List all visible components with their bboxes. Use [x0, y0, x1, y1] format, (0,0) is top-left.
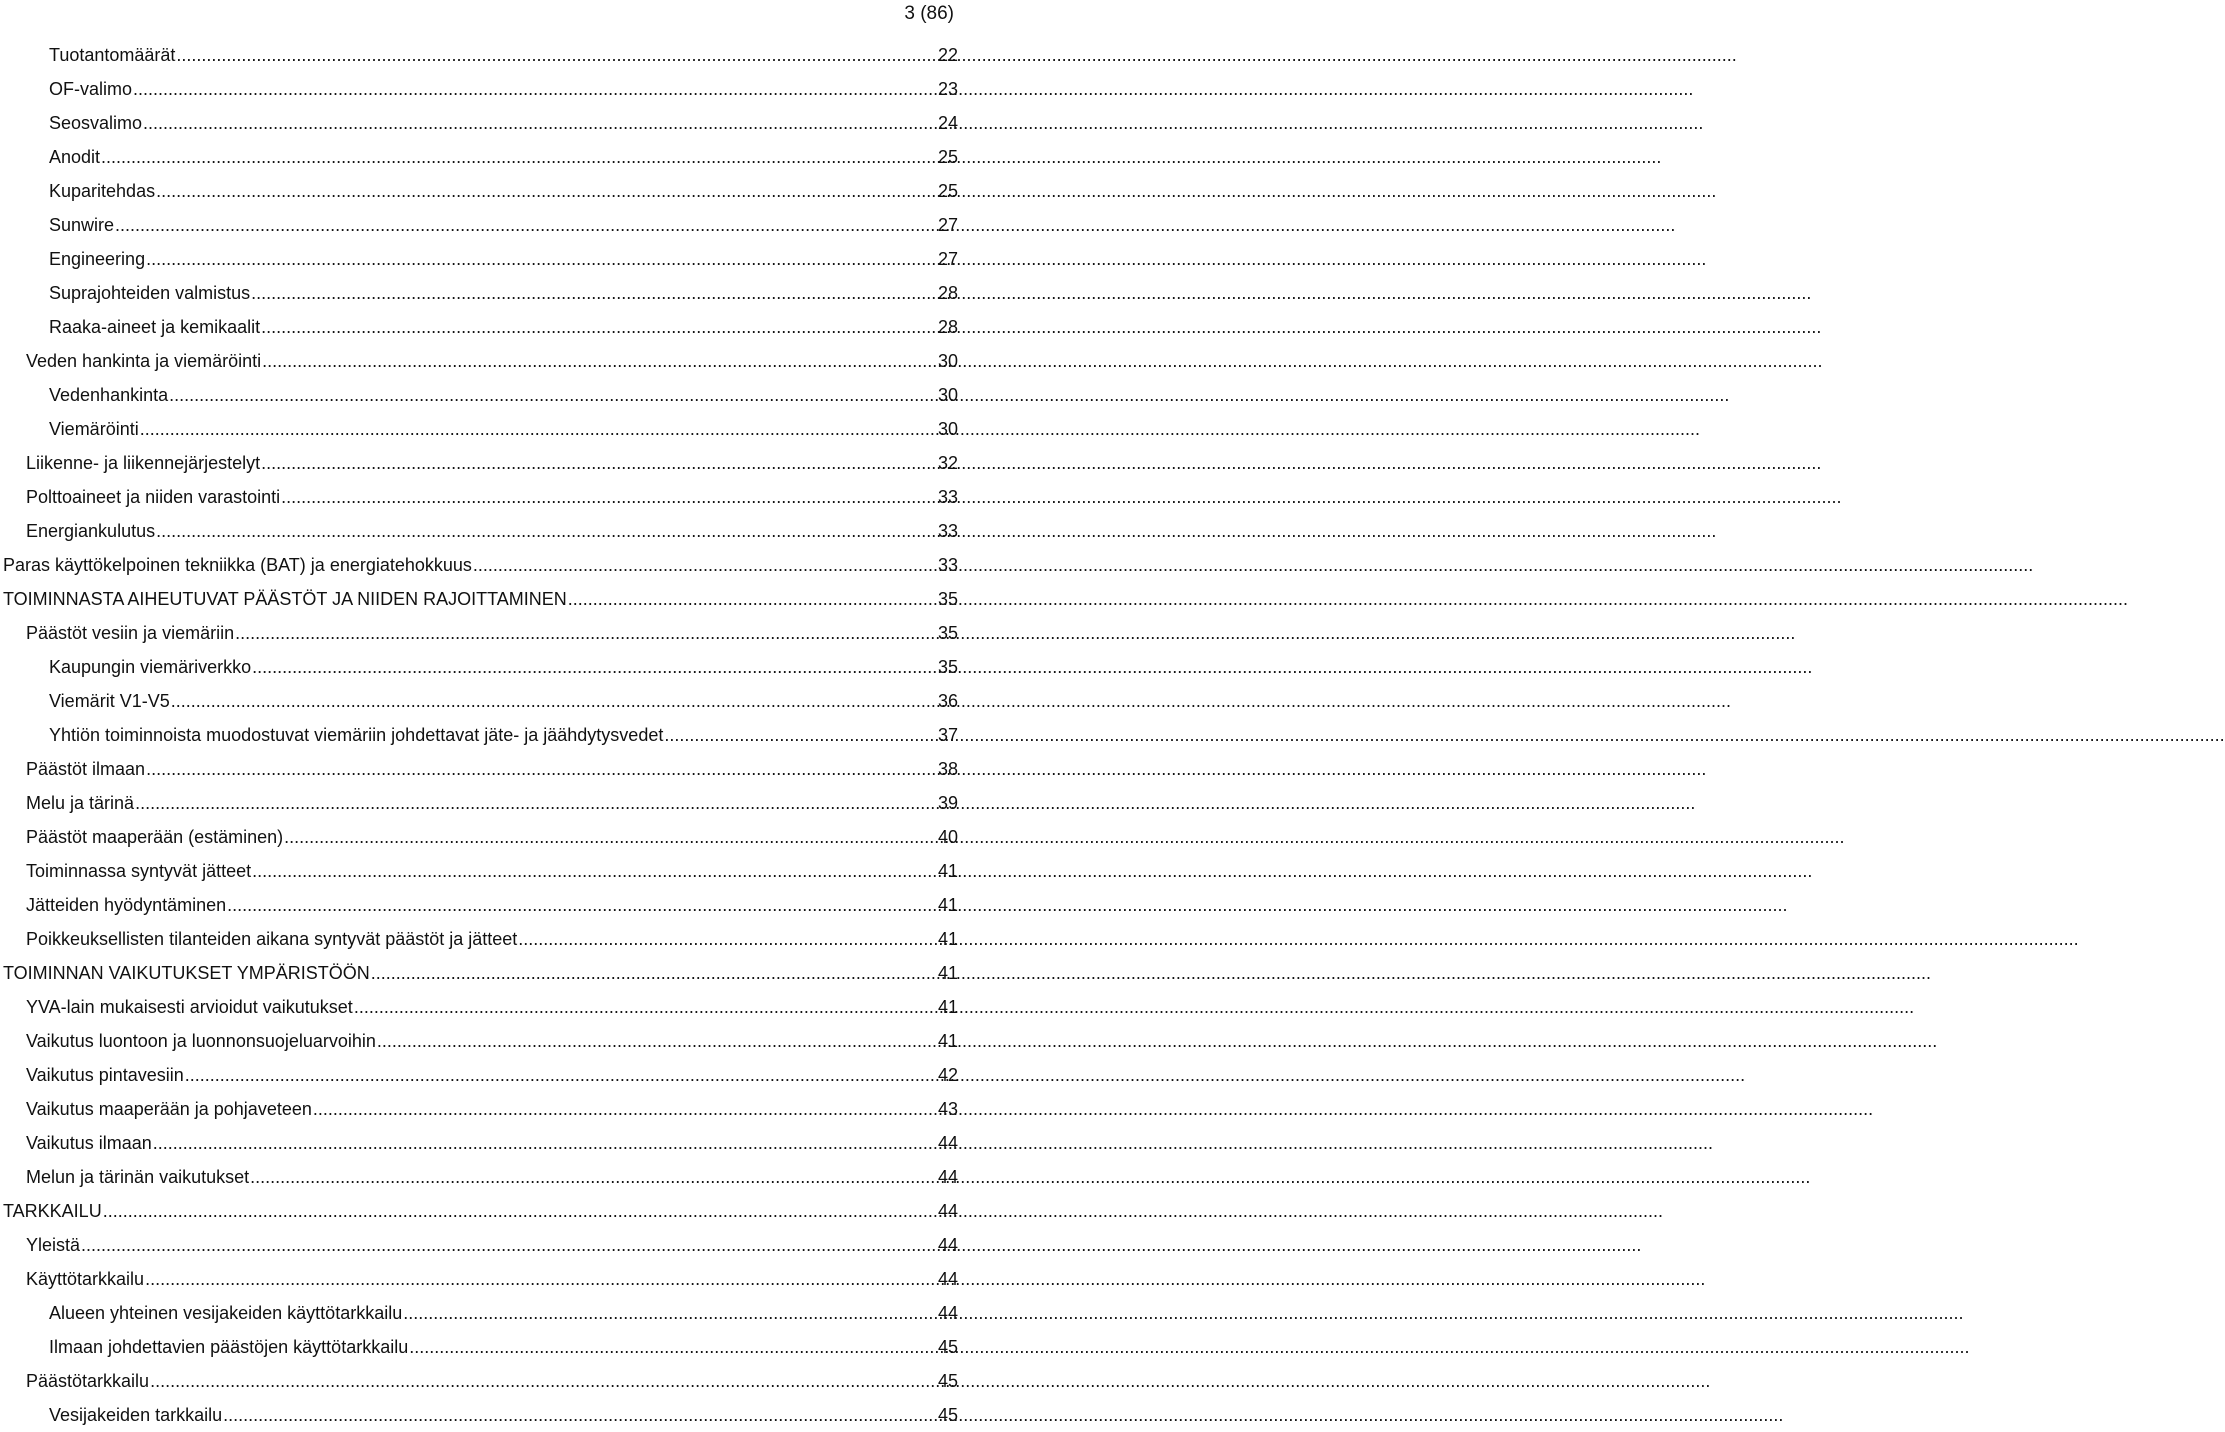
toc-dot-leader — [261, 446, 937, 480]
toc-entry[interactable] — [0, 956, 958, 990]
toc-entry-page: 23 — [937, 79, 958, 99]
toc-entry-title: Poikkeuksellisten tilanteiden aikana syntyvät päästöt ja jätteet — [26, 929, 518, 949]
toc-entry[interactable] — [0, 344, 958, 378]
toc-dot-leader — [473, 548, 937, 582]
toc-entry-page: 32 — [937, 453, 958, 473]
toc-entry-page: 25 — [937, 147, 958, 167]
toc-entry-title: Vesijakeiden tarkkailu — [49, 1405, 223, 1425]
toc-dot-leader — [409, 1330, 937, 1364]
toc-entry-page: 37 — [937, 725, 958, 745]
toc-dot-leader — [313, 1092, 937, 1126]
toc-dot-leader — [143, 106, 937, 140]
toc-entry-title: Paras käyttökelpoinen tekniikka (BAT) ja energiatehokkuus — [3, 555, 472, 575]
toc-entry[interactable] — [0, 582, 958, 616]
toc-entry-title: OF-valimo — [49, 79, 133, 99]
toc-entry-title: Ilmaan johdettavien päästöjen käyttötarkkailu — [49, 1337, 409, 1357]
toc-entry-page: 27 — [937, 215, 958, 235]
toc-entry-page: 39 — [937, 793, 958, 813]
toc-entry-page: 44 — [937, 1133, 958, 1153]
toc-dot-leader — [115, 208, 937, 242]
toc-entry-page: 28 — [937, 283, 958, 303]
toc-entry-page: 41 — [937, 963, 958, 983]
toc-entry[interactable] — [0, 106, 958, 140]
toc-dot-leader — [377, 1024, 937, 1058]
toc-entry[interactable] — [0, 548, 958, 582]
toc-entry-title: Tuotantomäärät — [49, 45, 176, 65]
toc-dot-leader — [262, 344, 937, 378]
toc-entry-title: Energiankulutus — [26, 521, 156, 541]
toc-entry-page: 38 — [937, 759, 958, 779]
toc-entry[interactable] — [0, 276, 958, 310]
toc-entry-title: TOIMINNASTA AIHEUTUVAT PÄÄSTÖT JA NIIDEN RAJOITTAMINEN — [3, 589, 567, 609]
toc-entry-page: 45 — [937, 1337, 958, 1357]
toc-entry-page: 35 — [937, 657, 958, 677]
toc-entry-page: 44 — [937, 1235, 958, 1255]
toc-entry-page: 45 — [937, 1371, 958, 1391]
toc-entry-page: 24 — [937, 113, 958, 133]
toc-entry[interactable] — [0, 242, 958, 276]
toc-entry-title: Toiminnassa syntyvät jätteet — [26, 861, 252, 881]
toc-entry-title: Vaikutus maaperään ja pohjaveteen — [26, 1099, 312, 1119]
toc-entry-page: 41 — [937, 1031, 958, 1051]
toc-entry-page: 22 — [937, 45, 958, 65]
toc-entry[interactable] — [0, 922, 958, 956]
toc-entry-title: Kuparitehdas — [49, 181, 156, 201]
toc-entry[interactable] — [0, 1126, 958, 1160]
toc-dot-leader — [145, 1262, 937, 1296]
toc-entry-page: 45 — [937, 1405, 958, 1425]
toc-entry[interactable] — [0, 412, 958, 446]
toc-dot-leader — [81, 1228, 937, 1262]
toc-dot-leader — [281, 480, 937, 514]
toc-entry[interactable] — [0, 752, 958, 786]
toc-entry-title: Viemärit V1-V5 — [49, 691, 170, 711]
toc-entry-page: 28 — [937, 317, 958, 337]
toc-entry[interactable] — [0, 888, 958, 922]
toc-entry-title: TOIMINNAN VAIKUTUKSET YMPÄRISTÖÖN — [3, 963, 370, 983]
toc-dot-leader — [146, 242, 937, 276]
toc-dot-leader — [156, 174, 937, 208]
toc-entry[interactable] — [0, 1092, 958, 1126]
toc-entry-title: Vaikutus luontoon ja luonnonsuojeluarvoihin — [26, 1031, 376, 1051]
toc-entry-page: 43 — [937, 1099, 958, 1119]
toc-entry[interactable] — [0, 1364, 958, 1398]
toc-entry[interactable] — [0, 1296, 958, 1330]
toc-dot-leader — [261, 310, 937, 344]
toc-entry-title: Päästöt maaperään (estäminen) — [26, 827, 284, 847]
toc-entry[interactable] — [0, 684, 958, 718]
toc-entry-title: Sunwire — [49, 215, 115, 235]
toc-entry-page: 42 — [937, 1065, 958, 1085]
toc-dot-leader — [518, 922, 937, 956]
toc-dot-leader — [223, 1398, 937, 1432]
toc-entry[interactable] — [0, 378, 958, 412]
toc-entry[interactable] — [0, 718, 958, 752]
toc-dot-leader — [171, 684, 937, 718]
toc-entry-title: Päästötarkkailu — [26, 1371, 150, 1391]
toc-entry-title: Alueen yhteinen vesijakeiden käyttötarkkailu — [49, 1303, 403, 1323]
toc-dot-leader — [150, 1364, 937, 1398]
toc-entry-page: 27 — [937, 249, 958, 269]
toc-entry[interactable] — [0, 38, 958, 72]
toc-entry-title: YVA-lain mukaisesti arvioidut vaikutukset — [26, 997, 353, 1017]
toc-entry-page: 44 — [937, 1167, 958, 1187]
toc-entry-page: 41 — [937, 997, 958, 1017]
toc-entry[interactable] — [0, 1398, 958, 1432]
toc-entry-title: Yhtiön toiminnoista muodostuvat viemäriin johdettavat jäte- ja jäähdytysvedet — [49, 725, 664, 745]
toc-entry[interactable] — [0, 310, 958, 344]
toc-entry-page: 44 — [937, 1269, 958, 1289]
toc-dot-leader — [235, 616, 937, 650]
toc-entry[interactable] — [0, 72, 958, 106]
toc-entry[interactable] — [0, 1194, 958, 1228]
toc-entry-title: Yleistä — [26, 1235, 81, 1255]
toc-entry-page: 40 — [937, 827, 958, 847]
toc-entry-title: Vaikutus pintavesiin — [26, 1065, 184, 1085]
toc-entry-title: Melun ja tärinän vaikutukset — [26, 1167, 250, 1187]
toc-dot-leader — [284, 820, 937, 854]
toc-dot-leader — [169, 378, 937, 412]
toc-entry-page: 41 — [937, 929, 958, 949]
toc-entry-page: 30 — [937, 385, 958, 405]
toc-dot-leader — [568, 582, 937, 616]
toc-entry[interactable] — [0, 616, 958, 650]
toc-entry-title: Viemäröinti — [49, 419, 139, 439]
toc-entry-page: 35 — [937, 623, 958, 643]
toc-entry[interactable] — [0, 1228, 958, 1262]
toc-dot-leader — [185, 1058, 937, 1092]
toc-entry-page: 33 — [937, 487, 958, 507]
toc-entry-title: Vedenhankinta — [49, 385, 169, 405]
toc-entry-title: Seosvalimo — [49, 113, 143, 133]
toc-dot-leader — [403, 1296, 937, 1330]
toc-entry-title: Raaka-aineet ja kemikaalit — [49, 317, 261, 337]
toc-entry-title: Jätteiden hyödyntäminen — [26, 895, 227, 915]
toc-entry-page: 41 — [937, 895, 958, 915]
toc-entry[interactable] — [0, 786, 958, 820]
toc-dot-leader — [153, 1126, 937, 1160]
toc-dot-leader — [101, 140, 937, 174]
toc-dot-leader — [664, 718, 937, 752]
toc-dot-leader — [140, 412, 937, 446]
toc-entry[interactable] — [0, 514, 958, 548]
toc-dot-leader — [251, 276, 937, 310]
toc-entry[interactable] — [0, 990, 958, 1024]
toc-entry[interactable] — [0, 854, 958, 888]
toc-entry-page: 35 — [937, 589, 958, 609]
toc-dot-leader — [250, 1160, 937, 1194]
toc-entry-page: 41 — [937, 861, 958, 881]
toc-entry-title: TARKKAILU — [3, 1201, 102, 1221]
toc-entry-title: Suprajohteiden valmistus — [49, 283, 251, 303]
toc-entry-title: Anodit — [49, 147, 101, 167]
toc-entry-title: Polttoaineet ja niiden varastointi — [26, 487, 281, 507]
toc-entry[interactable] — [0, 650, 958, 684]
toc-entry-title: Päästöt ilmaan — [26, 759, 146, 779]
toc-dot-leader — [227, 888, 937, 922]
toc-entry-page: 30 — [937, 351, 958, 371]
toc-dot-leader — [252, 650, 937, 684]
toc-entry-title: Veden hankinta ja viemäröinti — [26, 351, 262, 371]
toc-entry[interactable] — [0, 1058, 958, 1092]
toc-entry-page: 33 — [937, 521, 958, 541]
toc-entry[interactable] — [0, 480, 958, 514]
toc-entry-page: 44 — [937, 1303, 958, 1323]
toc-entry-page: 25 — [937, 181, 958, 201]
toc-entry[interactable] — [0, 446, 958, 480]
page-number: 3 (86) — [904, 3, 954, 24]
toc-entry-page: 36 — [937, 691, 958, 711]
toc-dot-leader — [354, 990, 937, 1024]
toc-entry-page: 30 — [937, 419, 958, 439]
toc-entry-page: 44 — [937, 1201, 958, 1221]
toc-entry[interactable] — [0, 1262, 958, 1296]
table-of-contents — [0, 38, 958, 1432]
toc-dot-leader — [156, 514, 937, 548]
toc-dot-leader — [135, 786, 937, 820]
toc-entry-title: Kaupungin viemäriverkko — [49, 657, 252, 677]
toc-entry[interactable] — [0, 1160, 958, 1194]
toc-entry[interactable] — [0, 140, 958, 174]
toc-dot-leader — [371, 956, 937, 990]
toc-entry[interactable] — [0, 174, 958, 208]
toc-entry-title: Melu ja tärinä — [26, 793, 135, 813]
toc-entry-title: Päästöt vesiin ja viemäriin — [26, 623, 235, 643]
toc-dot-leader — [133, 72, 937, 106]
toc-dot-leader — [103, 1194, 937, 1228]
toc-entry-title: Vaikutus ilmaan — [26, 1133, 152, 1153]
toc-dot-leader — [252, 854, 937, 888]
toc-entry[interactable] — [0, 208, 958, 242]
toc-entry-page: 33 — [937, 555, 958, 575]
toc-entry-title: Käyttötarkkailu — [26, 1269, 145, 1289]
toc-entry[interactable] — [0, 820, 958, 854]
toc-entry-title: Engineering — [49, 249, 146, 269]
toc-entry-title: Liikenne- ja liikennejärjestelyt — [26, 453, 261, 473]
toc-dot-leader — [146, 752, 937, 786]
toc-entry[interactable] — [0, 1330, 958, 1364]
toc-dot-leader — [176, 38, 937, 72]
toc-entry[interactable] — [0, 1024, 958, 1058]
